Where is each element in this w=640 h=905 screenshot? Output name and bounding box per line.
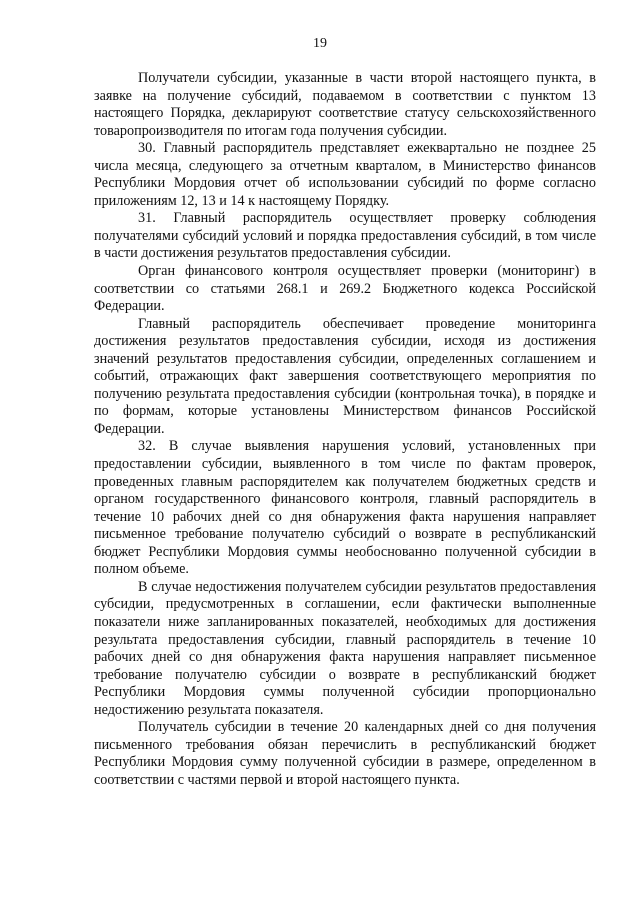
page-number: 19 bbox=[313, 36, 327, 51]
paragraph-30-quarterly-report: 30. Главный распорядитель представляет ежеквартально не позднее 25 числа месяца, следующего за отчетным кварталом, в Министерство финансов Республики Мордовия отчет об использовании субсидий по форме согласно приложениям 12, 13 и 14 к настоящему Порядку. bbox=[94, 140, 596, 209]
paragraph-31-compliance-check: 31. Главный распорядитель осуществляет проверку соблюдения получателями субсидий условий и порядка предоставления субсидий, в том числе в части достижения результатов предоставления субсидии. bbox=[94, 210, 596, 262]
paragraph-non-achievement: В случае недостижения получателем субсидии результатов предоставления субсидии, предусмотренных в соглашении, если фактически выполненные показатели ниже запланированных показателей, необходимых для достижения результата предоставления субсидии, главный распорядитель в течение 10 рабочих дней со дня обнаружения факта нарушения направляет письменное требование получателю субсидии о возврате в республиканский бюджет Республики Мордовия суммы полученной субсидии пропорционально недостижению результата показателя. bbox=[94, 578, 596, 718]
paragraph-32-violation: 32. В случае выявления нарушения условий, установленных при предоставлении субсидии, выявленного в том числе по фактам проверок, проведенных главным распорядителем как получателем бюджетных средств и органом государственного финансового контроля, главный распорядитель в течение 10 рабочих дней со дня обнаружения факта нарушения направляет письменное требование получателю субсидий о возврате в республиканский бюджет Республики Мордовия суммы необоснованно полученной субсидии в полном объеме. bbox=[94, 438, 596, 578]
paragraph-refund-deadline: Получатель субсидии в течение 20 календарных дней со дня получения письменного требования обязан перечислить в республиканский бюджет Республики Мордовия сумму полученной субсидии в размере, определенном в соответствии с частями первой и второй настоящего пункта. bbox=[94, 719, 596, 788]
paragraph-monitoring: Главный распорядитель обеспечивает проведение мониторинга достижения результатов предоставления субсидии, исходя из достижения значений результатов предоставления субсидии, определенных соглашением и событий, отражающих факт завершения соответствующего мероприятия по получению результата предоставления субсидии (контрольная точка), в порядке и по формам, которые установлены Министерством финансов Российской Федерации. bbox=[94, 315, 596, 437]
document-body bbox=[94, 70, 596, 789]
paragraph-recipients-declaration: Получатели субсидии, указанные в части второй настоящего пункта, в заявке на получение субсидий, подаваемом в соответствии с пунктом 13 настоящего Порядка, декларируют соответствие статусу сельскохозяйственного товаропроизводителя по итогам года получения субсидии. bbox=[94, 70, 596, 139]
paragraph-financial-control: Орган финансового контроля осуществляет проверки (мониторинг) в соответствии со статьями 268.1 и 269.2 Бюджетного кодекса Российской Федерации. bbox=[94, 263, 596, 315]
